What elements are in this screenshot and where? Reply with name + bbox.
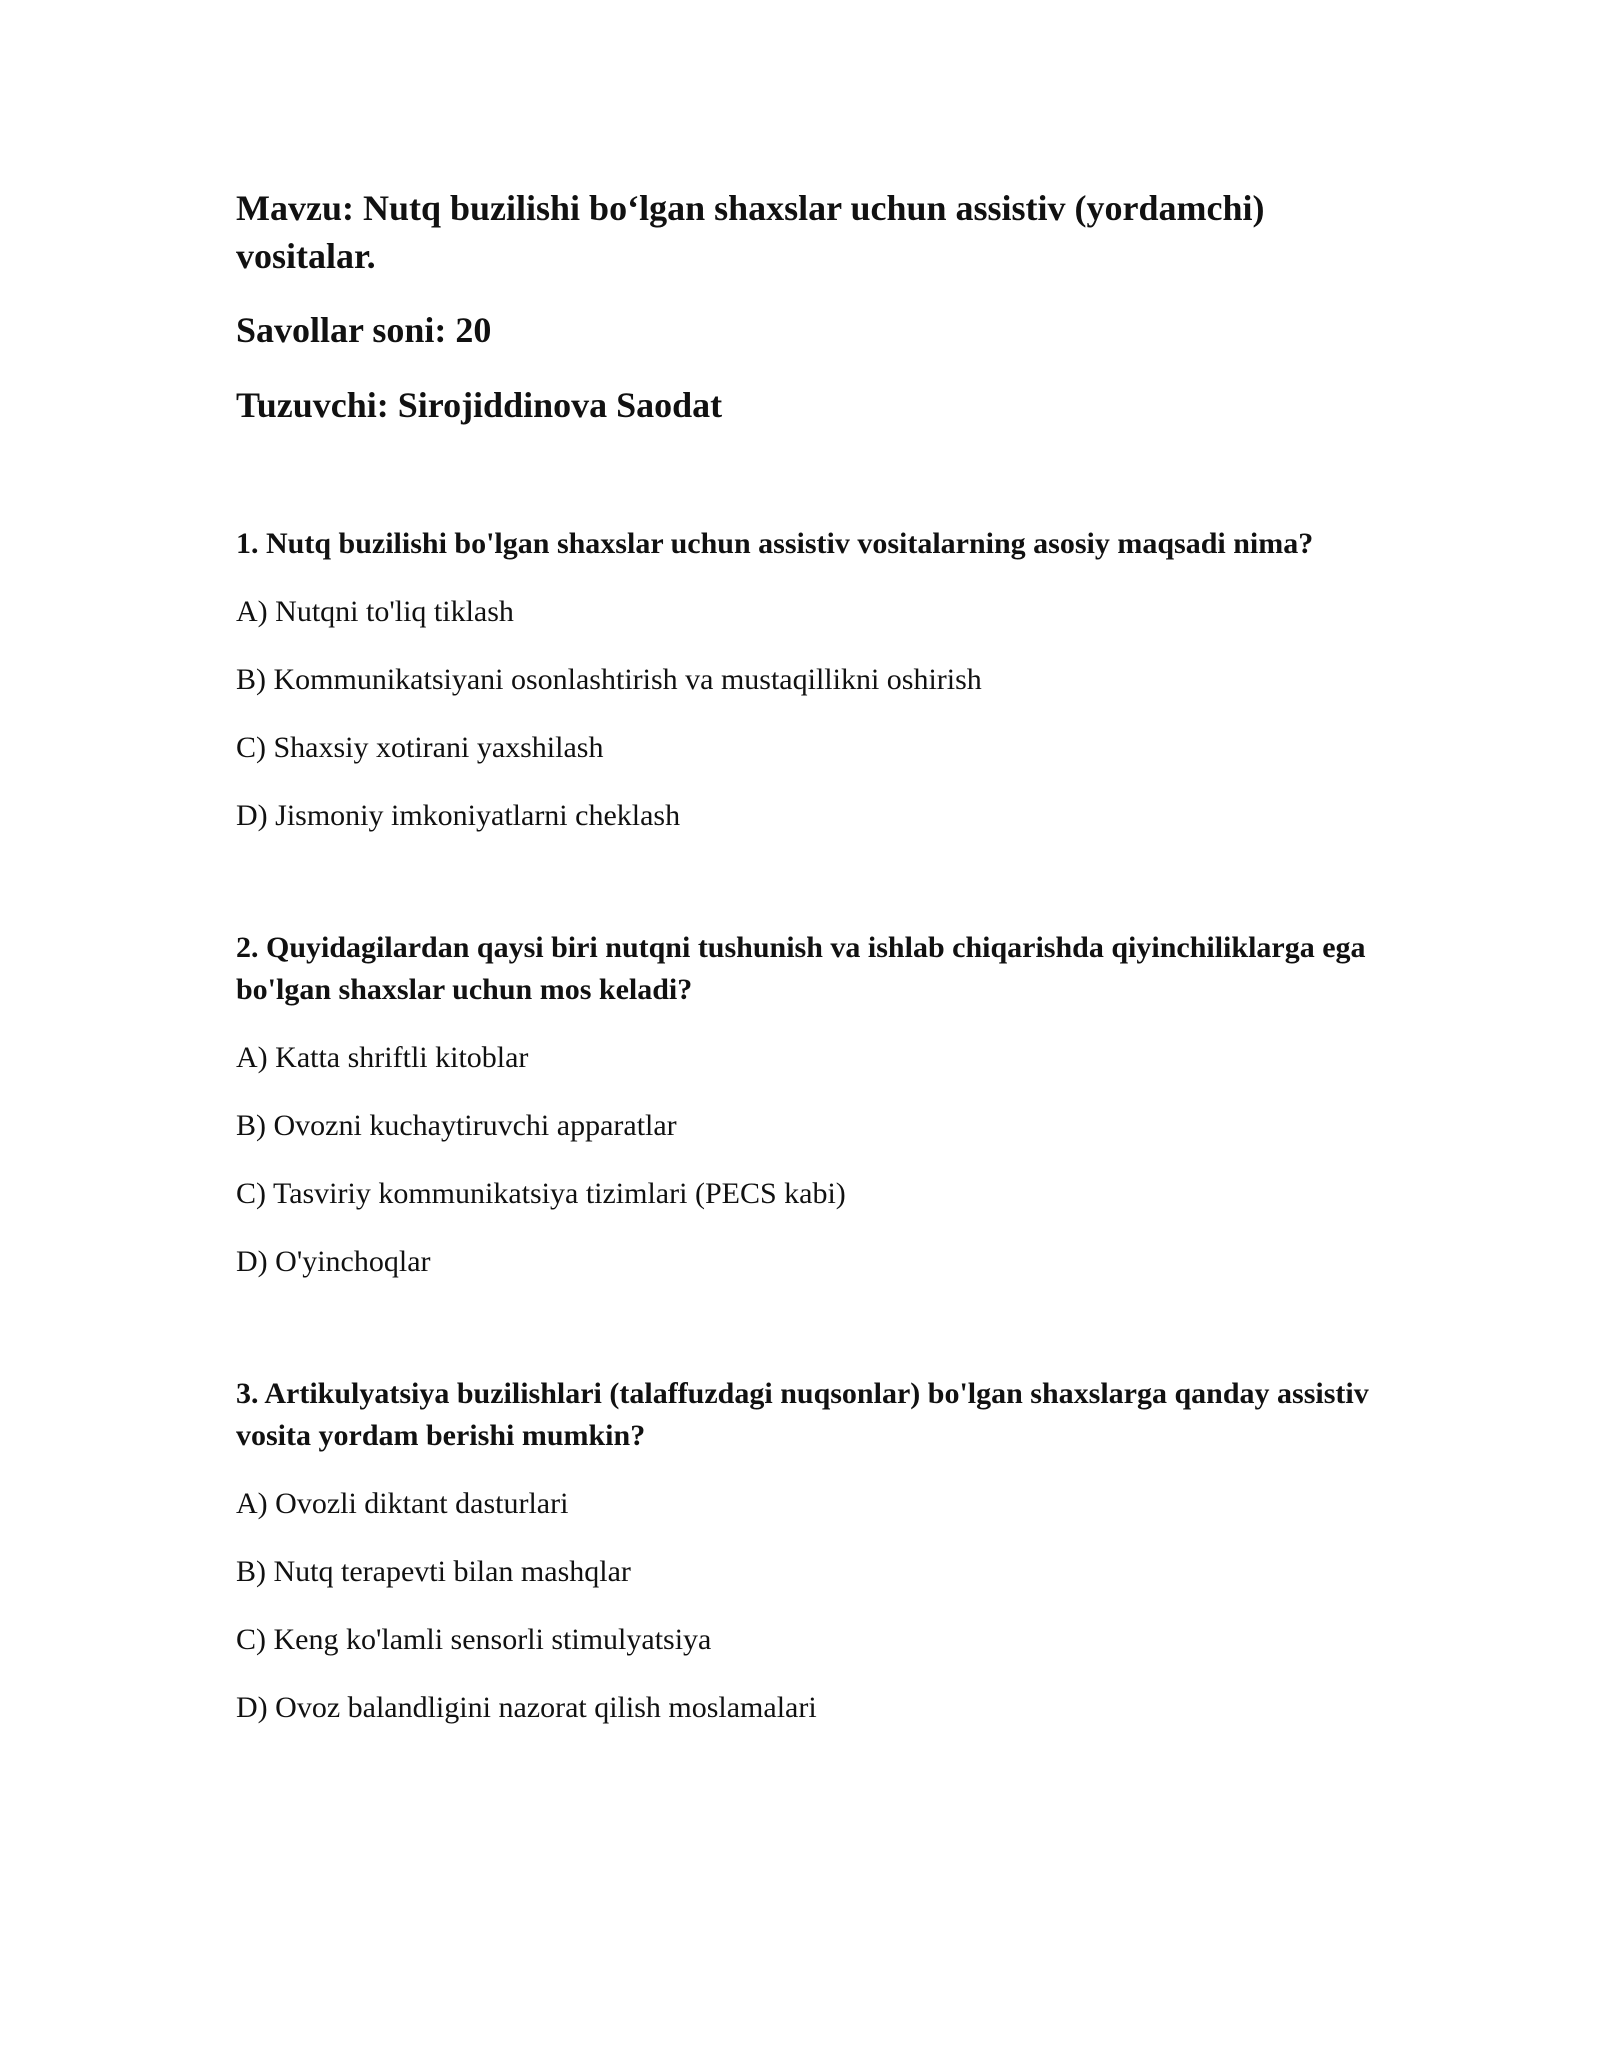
question-text: 3. Artikulyatsiya buzilishlari (talaffuzdagi nuqsonlar) bo'lgan shaxslarga qanday assistiv vosita yordam berishi mumkin? — [236, 1377, 1369, 1452]
option-a: A) Nutqni to'liq tiklash — [236, 595, 514, 628]
option-b: B) Nutq terapevti bilan mashqlar — [236, 1555, 631, 1588]
option-d: D) Jismoniy imkoniyatlarni cheklash — [236, 799, 681, 832]
option-c: C) Tasviriy kommunikatsiya tizimlari (PECS kabi) — [236, 1177, 846, 1210]
document-content — [236, 184, 1376, 1729]
question-text: 2. Quyidagilardan qaysi biri nutqni tushunish va ishlab chiqarishda qiyinchiliklarga ega bo'lgan shaxslar uchun mos keladi? — [236, 931, 1366, 1006]
option-b: B) Ovozni kuchaytiruvchi apparatlar — [236, 1109, 677, 1142]
option-c: C) Keng ko'lamli sensorli stimulyatsiya — [236, 1623, 712, 1656]
question-count: Savollar soni: 20 — [236, 310, 492, 350]
option-d: D) O'yinchoqlar — [236, 1245, 431, 1278]
topic-title: Mavzu: Nutq buzilishi bo‘lgan shaxslar uchun assistiv (yordamchi) vositalar. — [236, 188, 1265, 276]
option-a: A) Ovozli diktant dasturlari — [236, 1487, 569, 1520]
question-block-2 — [236, 927, 1376, 1283]
question-block-3 — [236, 1373, 1376, 1729]
author-line: Tuzuvchi: Sirojiddinova Saodat — [236, 385, 723, 425]
option-b: B) Kommunikatsiyani osonlashtirish va mustaqillikni oshirish — [236, 663, 982, 696]
question-block-1 — [236, 523, 1376, 837]
option-c: C) Shaxsiy xotirani yaxshilash — [236, 731, 604, 764]
question-text: 1. Nutq buzilishi bo'lgan shaxslar uchun assistiv vositalarning asosiy maqsadi nima? — [236, 527, 1314, 560]
option-a: A) Katta shriftli kitoblar — [236, 1041, 529, 1074]
option-d: D) Ovoz balandligini nazorat qilish moslamalari — [236, 1691, 817, 1724]
